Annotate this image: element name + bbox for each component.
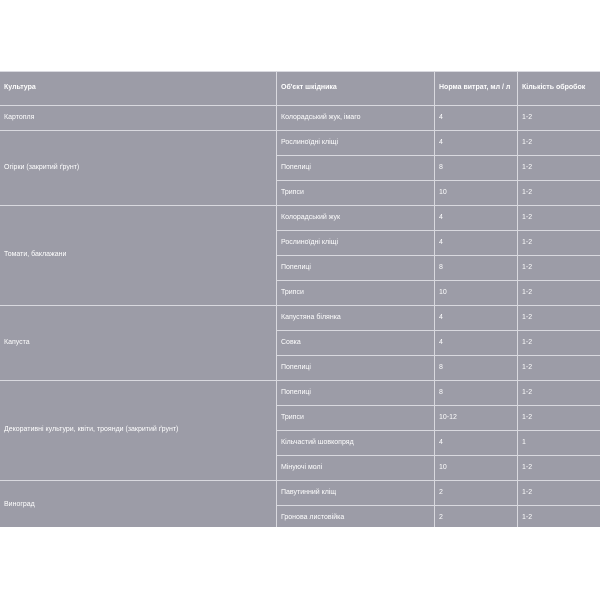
crop-cell: Декоративні культури, квіти, троянди (закритий ґрунт) bbox=[0, 381, 277, 481]
rate-cell: 10 bbox=[435, 181, 518, 206]
pest-cell: Трипси bbox=[277, 406, 435, 431]
table-row bbox=[0, 381, 600, 406]
pest-cell: Гронова листовійка bbox=[277, 506, 435, 528]
pesticide-usage-table bbox=[0, 71, 600, 527]
count-cell: 1-2 bbox=[518, 156, 600, 181]
pest-cell: Рослиноїдні кліщі bbox=[277, 131, 435, 156]
count-cell: 1-2 bbox=[518, 231, 600, 256]
rate-cell: 4 bbox=[435, 306, 518, 331]
table-row bbox=[0, 131, 600, 156]
rate-cell: 10 bbox=[435, 456, 518, 481]
pest-cell: Рослиноїдні кліщі bbox=[277, 231, 435, 256]
table-row bbox=[0, 481, 600, 506]
pest-cell: Совка bbox=[277, 331, 435, 356]
pest-cell: Мінуючі молі bbox=[277, 456, 435, 481]
pesticide-table-container bbox=[0, 71, 600, 527]
count-cell: 1-2 bbox=[518, 381, 600, 406]
pest-cell: Колорадський жук bbox=[277, 206, 435, 231]
count-cell: 1-2 bbox=[518, 481, 600, 506]
table-row bbox=[0, 106, 600, 131]
count-cell: 1-2 bbox=[518, 206, 600, 231]
table-body bbox=[0, 106, 600, 528]
pest-cell: Попелиці bbox=[277, 356, 435, 381]
rate-cell: 2 bbox=[435, 506, 518, 528]
count-cell: 1-2 bbox=[518, 356, 600, 381]
count-cell: 1-2 bbox=[518, 281, 600, 306]
pest-cell: Трипси bbox=[277, 181, 435, 206]
rate-cell: 8 bbox=[435, 381, 518, 406]
header-count: Кількість обробок bbox=[518, 72, 600, 106]
crop-cell: Томати, баклажани bbox=[0, 206, 277, 306]
crop-cell: Картопля bbox=[0, 106, 277, 131]
rate-cell: 10 bbox=[435, 281, 518, 306]
count-cell: 1-2 bbox=[518, 181, 600, 206]
count-cell: 1-2 bbox=[518, 106, 600, 131]
header-pest: Об'єкт шкідника bbox=[277, 72, 435, 106]
count-cell: 1 bbox=[518, 431, 600, 456]
rate-cell: 4 bbox=[435, 231, 518, 256]
count-cell: 1-2 bbox=[518, 131, 600, 156]
rate-cell: 4 bbox=[435, 431, 518, 456]
table-row bbox=[0, 206, 600, 231]
pest-cell: Павутинний кліщ bbox=[277, 481, 435, 506]
rate-cell: 4 bbox=[435, 106, 518, 131]
pest-cell: Попелиці bbox=[277, 156, 435, 181]
rate-cell: 8 bbox=[435, 256, 518, 281]
pest-cell: Попелиці bbox=[277, 256, 435, 281]
rate-cell: 2 bbox=[435, 481, 518, 506]
table-row bbox=[0, 306, 600, 331]
table-header-row bbox=[0, 72, 600, 106]
pest-cell: Трипси bbox=[277, 281, 435, 306]
header-crop: Культура bbox=[0, 72, 277, 106]
count-cell: 1-2 bbox=[518, 456, 600, 481]
crop-cell: Огірки (закритий ґрунт) bbox=[0, 131, 277, 206]
pest-cell: Капустяна білянка bbox=[277, 306, 435, 331]
rate-cell: 4 bbox=[435, 131, 518, 156]
crop-cell: Капуста bbox=[0, 306, 277, 381]
header-rate: Норма витрат, мл / л bbox=[435, 72, 518, 106]
count-cell: 1-2 bbox=[518, 256, 600, 281]
rate-cell: 8 bbox=[435, 156, 518, 181]
pest-cell: Попелиці bbox=[277, 381, 435, 406]
crop-cell: Виноград bbox=[0, 481, 277, 528]
count-cell: 1-2 bbox=[518, 406, 600, 431]
rate-cell: 8 bbox=[435, 356, 518, 381]
rate-cell: 4 bbox=[435, 206, 518, 231]
pest-cell: Кільчастий шовкопряд bbox=[277, 431, 435, 456]
count-cell: 1-2 bbox=[518, 506, 600, 528]
rate-cell: 10-12 bbox=[435, 406, 518, 431]
rate-cell: 4 bbox=[435, 331, 518, 356]
count-cell: 1-2 bbox=[518, 306, 600, 331]
count-cell: 1-2 bbox=[518, 331, 600, 356]
pest-cell: Колорадський жук, імаго bbox=[277, 106, 435, 131]
